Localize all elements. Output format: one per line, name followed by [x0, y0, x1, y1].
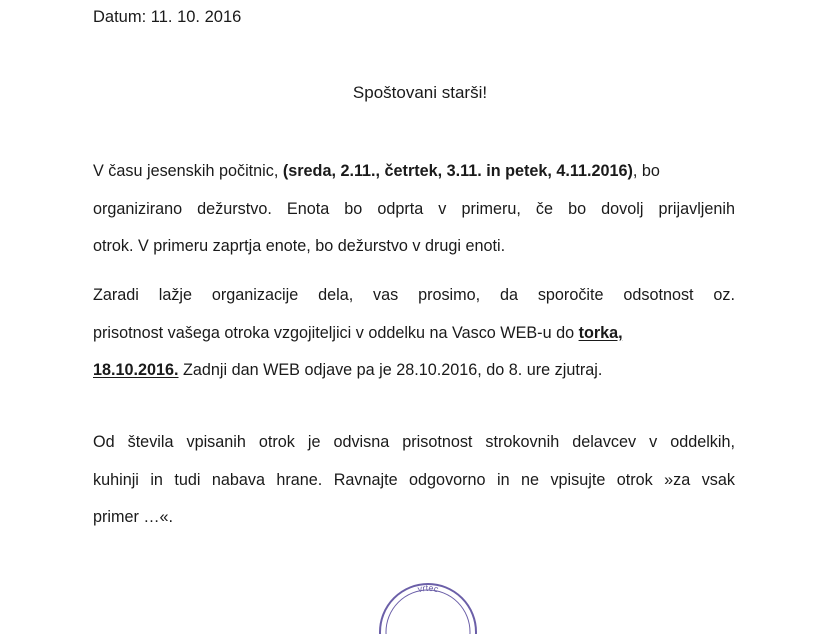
text-run: Zadnji dan WEB odjave pa je 28.10.2016, do 8. ure zjutraj.: [178, 361, 603, 379]
stamp-lettering: vrtec: [416, 582, 440, 595]
kindergarten-stamp: [375, 574, 481, 634]
bold-deadline-date: 18.10.2016.: [93, 361, 179, 379]
paragraph-holiday-duty: [93, 153, 735, 266]
letter-date: Datum: 11. 10. 2016: [93, 8, 242, 26]
paragraph-line: primer …«.: [93, 508, 174, 526]
paragraph-line: Zaradi lažje organizacije dela, vas prosimo, da sporočite odsotnost oz.: [93, 286, 735, 304]
bold-dates: (sreda, 2.11., četrtek, 3.11. in petek, 4.11.2016): [282, 162, 633, 180]
bold-deadline-day: torka,: [578, 323, 623, 342]
text-run: V času jesenskih počitnic,: [93, 162, 283, 180]
text-run: , bo: [632, 162, 660, 180]
paragraph-line: [93, 352, 735, 390]
paragraph-line: otrok. V primeru zaprtja enote, bo dežurstvo v drugi enoti.: [93, 237, 506, 255]
paragraph-staffing: [93, 424, 735, 537]
letter-greeting: Spoštovani starši!: [352, 83, 488, 102]
paragraph-line: organizirano dežurstvo. Enota bo odprta v primeru, če bo dovolj prijavljenih: [93, 199, 735, 218]
paragraph-line: [93, 315, 735, 353]
paragraph-line: Od števila vpisanih otrok je odvisna prisotnost strokovnih delavcev v oddelkih,: [93, 433, 735, 451]
paragraph-line: kuhinji in tudi nabava hrane. Ravnajte odgovorno in ne vpisujte otrok »za vsak: [93, 470, 735, 489]
text-run: prisotnost vašega otroka vzgojiteljici v oddelku na Vasco WEB-u do: [93, 323, 579, 342]
paragraph-line: [93, 153, 735, 191]
paragraph-registration: [93, 277, 735, 390]
